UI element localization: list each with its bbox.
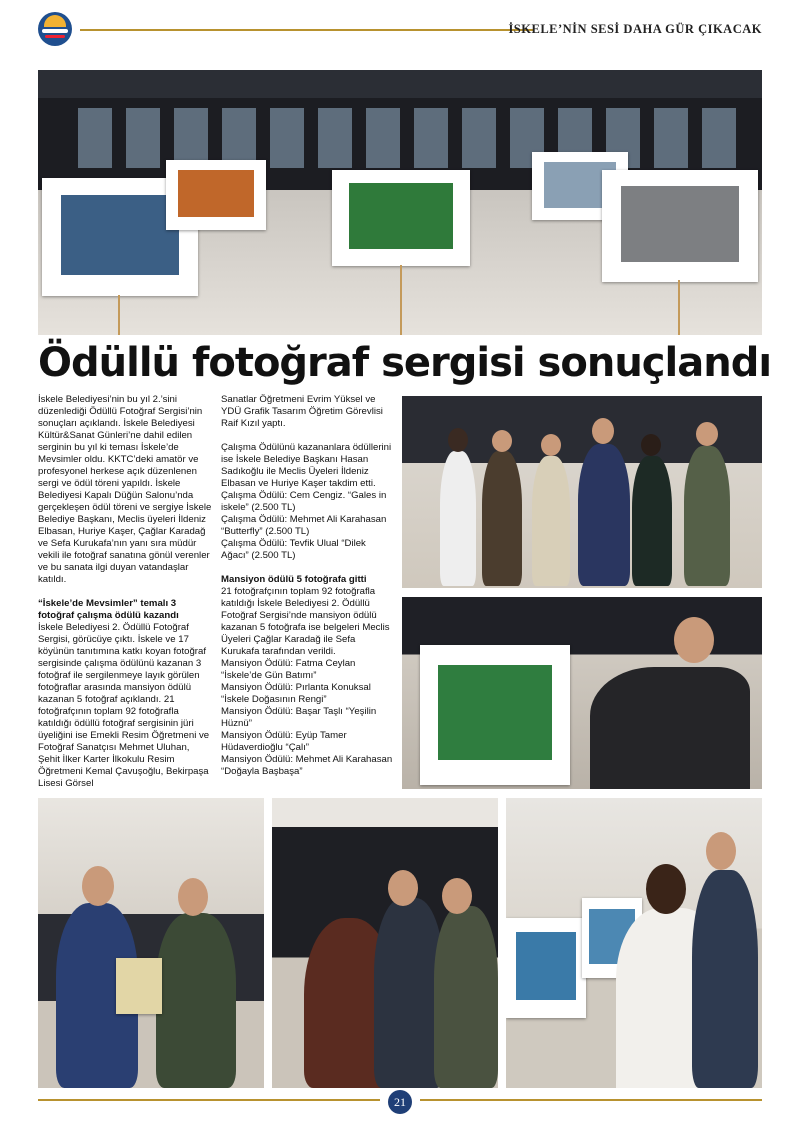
award-line: Çalışma Ödülü: Tevfik Ulual “Dilek Ağacı” (2.500 TL) (221, 538, 366, 561)
paragraph: İskele Belediyesi 2. Ödüllü Fotoğraf Sergisi, görücüye çıktı. İskele ve 17 köyünün tanıtımına katkı koyan fotoğraf sergisinde çalışma ödülünü kazanan 3 fotoğraf ile sergilenmeye layık görülen fotoğraflar arasında mansiyon ödülü kazanan 5 fotoğraf açıklandı. 21 fotoğrafçının toplam 92 fotoğrafla katıldığı ödüllü fotoğraf sergisinin jüri üyeliğini ise Emekli Resim Öğretmeni ve Fotoğraf Sanatçısı Mehmet Uluhan, Şehit İlker Karter İlkokulu Resim Öğretmeni Kemal Çavuşoğlu, Bekirpaşa Lisesi Görsel (38, 622, 210, 789)
running-title: İSKELE’NİN SESİ DAHA GÜR ÇIKACAK (508, 22, 762, 36)
award-line: Mansiyon Ödülü: Eyüp Tamer Hüdaverdioğlu “Çalı” (221, 730, 347, 753)
award-line: Mansiyon Ödülü: Başar Taşlı “Yeşilin Hüznü” (221, 706, 377, 729)
hero-exhibition-photo (38, 70, 762, 335)
article-title: Ödüllü fotoğraf sergisi sonuçlandı (38, 340, 772, 386)
gallery-visitors-photo (506, 798, 762, 1088)
subheading: “İskele’de Mevsimler” temalı 3 fotoğraf çalışma ödülü kazandı (38, 598, 179, 621)
paragraph: İskele Belediyesi’nin bu yıl 2.’sini düzenlediği Ödüllü Fotoğraf Sergisi’nin sonuçları açıklandı. İskele Belediyesi Kültür&Sanat Günleri’ne dahil edilen serginin bu yıl ki teması İskele’de Mevsimler oldu. KKTC’deki amatör ve profesyonel herkese açık düzenlenen sergi ve ödül töreni yapıldı. İskele Belediyesi Kapalı Düğün Salonu’nda gerçekleşen ödül töreni ve sergiye İskele Belediye Başkanı, Meclis üyeleri İldeniz Elbasan, Huriye Kaşer, Çağlar Karadağ ve Sefa Kurukafa’nın yanı sıra müdür vekili ile fotoğraf sanatına gönül verenler ve bu sanata ilgi duyan vatandaşlar katıldı. (38, 394, 212, 585)
article-column-2 (221, 394, 393, 778)
paragraph: Sanatlar Öğretmeni Evrim Yüksel ve YDÜ Grafik Tasarım Öğretim Görevlisi Raif Kızıl yaptı. (221, 394, 383, 429)
header-rule (80, 29, 533, 31)
page-number: 21 (388, 1090, 412, 1114)
award-line: Mansiyon Ödülü: Pırlanta Konuksal “İskele Doğasının Rengi” (221, 682, 371, 705)
paragraph: 21 fotoğrafçının toplam 92 fotoğrafla katıldığı İskele Belediyesi 2. Ödüllü Fotoğraf Sergisi’nde mansiyon ödülü kazanan 5 fotoğrafa ise belgeleri Meclis Üyeleri Çağlar Karadağ ile Sefa Kurukafa tarafından verildi. (221, 586, 390, 657)
subheading: Mansiyon ödülü 5 fotoğrafa gitti (221, 574, 367, 585)
award-line: Çalışma Ödülü: Cem Cengiz. “Gales in iskele” (2.500 TL) (221, 490, 387, 513)
award-line: Mansiyon Ödülü: Mehmet Ali Karahasan “Doğayla Başbaşa” (221, 754, 393, 777)
photographer-photo (402, 597, 762, 789)
article-column-1 (38, 394, 213, 790)
award-line: Mansiyon Ödülü: Fatma Ceylan “İskele’de Gün Batımı” (221, 658, 356, 681)
iskele-logo-icon (38, 12, 72, 46)
visitors-photo (272, 798, 498, 1088)
paragraph: Çalışma Ödülünü kazananlara ödüllerini ise İskele Belediye Başkanı Hasan Sadıkoğlu ile Meclis Üyeleri İldeniz Elbasan ve Huriye Kaşer takdim etti. (221, 442, 392, 489)
footer-rule-left (38, 1099, 380, 1101)
award-line: Çalışma Ödülü: Mehmet Ali Karahasan “Butterfly” (2.500 TL) (221, 514, 387, 537)
award-ceremony-photo (38, 798, 264, 1088)
footer-rule-right (420, 1099, 762, 1101)
group-photo (402, 396, 762, 588)
